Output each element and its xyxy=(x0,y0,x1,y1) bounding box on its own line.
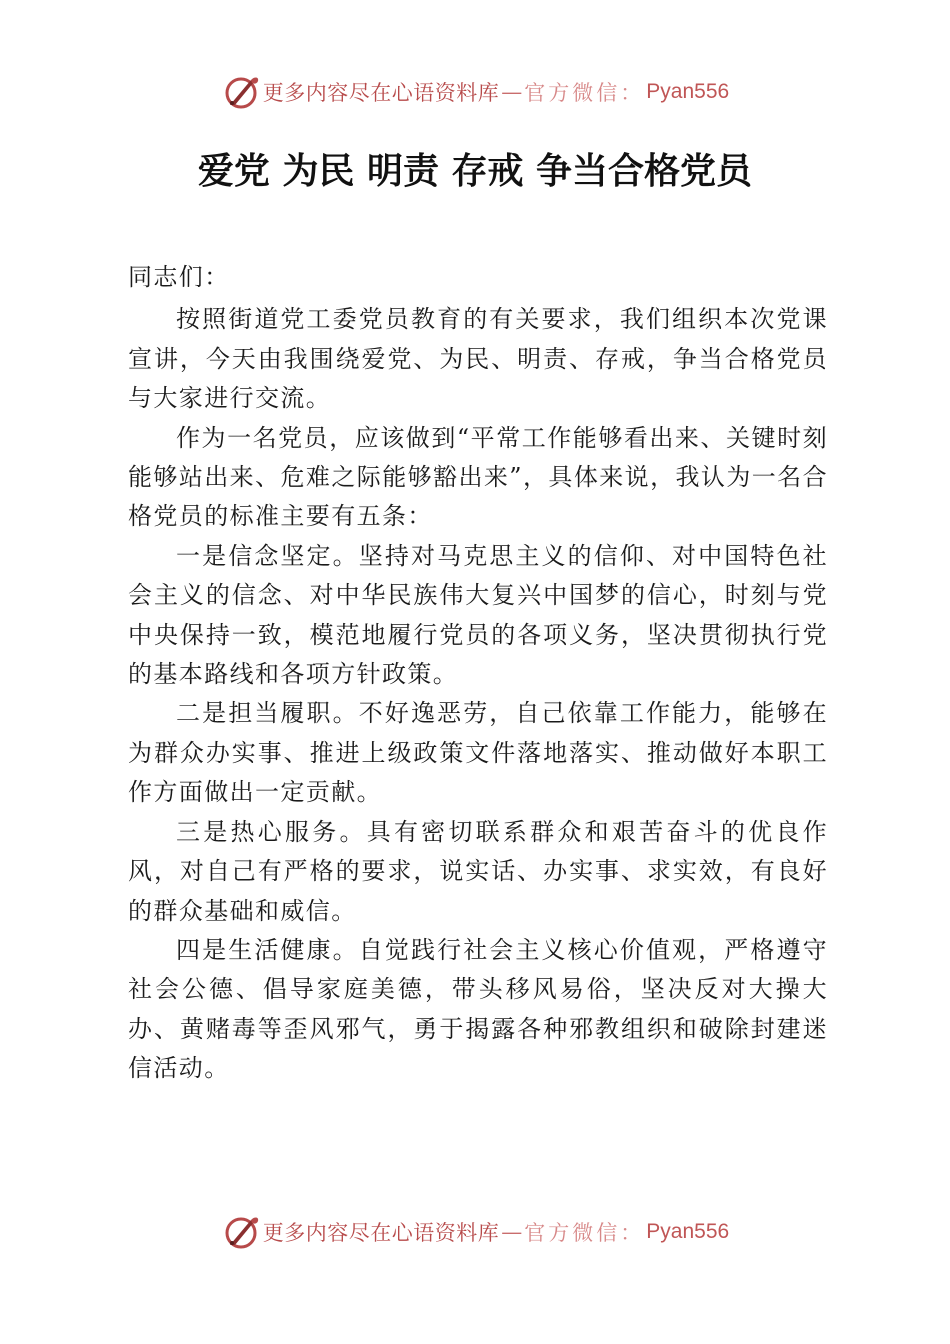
banner-brand-text: 更多内容尽在心语资料库 xyxy=(262,81,500,105)
paragraph-intro: 按照街道党工委党员教育的有关要求，我们组织本次党课宣讲，今天由我围绕爱党、为民、明责、存戒，争当合格党员与大家进行交流。 xyxy=(128,305,828,413)
banner-wechat-label: 官方微信： xyxy=(524,1221,645,1245)
banner-dash: — xyxy=(501,80,523,104)
banner-dash: — xyxy=(501,1220,523,1244)
banner-brand-text: 更多内容尽在心语资料库 xyxy=(262,1221,500,1245)
paragraph-standards: 作为一名党员，应该做到“平常工作能够看出来、关键时刻能够站出来、危难之际能够豁出来”，具体来说，我认为一名合格党员的标准主要有五条： xyxy=(128,423,828,531)
paragraph-point-3: 三是热心服务。具有密切联系群众和艰苦奋斗的优良作风，对自己有严格的要求，说实话、办实事、求实效，有良好的群众基础和威信。 xyxy=(128,817,828,925)
header-banner xyxy=(0,70,950,114)
quill-pen-circle-icon xyxy=(221,1212,261,1252)
paragraph-point-1: 一是信念坚定。坚持对马克思主义的信仰、对中国特色社会主义的信念、对中华民族伟大复兴中国梦的信心，时刻与党中央保持一致，模范地履行党员的各项义务，坚决贯彻执行党的基本路线和各项方针政策。 xyxy=(128,541,828,689)
banner-wechat-id: Pyan556 xyxy=(646,1220,730,1243)
document-title: 爱党 为民 明责 存戒 争当合格党员 xyxy=(197,151,753,192)
banner-wechat-label: 官方微信： xyxy=(524,81,645,105)
document-body xyxy=(128,258,828,1089)
footer-banner xyxy=(0,1210,950,1254)
paragraph-point-4: 四是生活健康。自觉践行社会主义核心价值观，严格遵守社会公德、倡导家庭美德，带头移风易俗，坚决反对大操大办、黄赌毒等歪风邪气，勇于揭露各种邪教组织和破除封建迷信活动。 xyxy=(128,935,828,1083)
quill-pen-circle-icon xyxy=(221,72,261,112)
salutation: 同志们： xyxy=(128,263,230,291)
banner-wechat-id: Pyan556 xyxy=(646,80,730,103)
paragraph-point-2: 二是担当履职。不好逸恶劳，自己依靠工作能力，能够在为群众办实事、推进上级政策文件落地落实、推动做好本职工作方面做出一定贡献。 xyxy=(128,699,828,807)
